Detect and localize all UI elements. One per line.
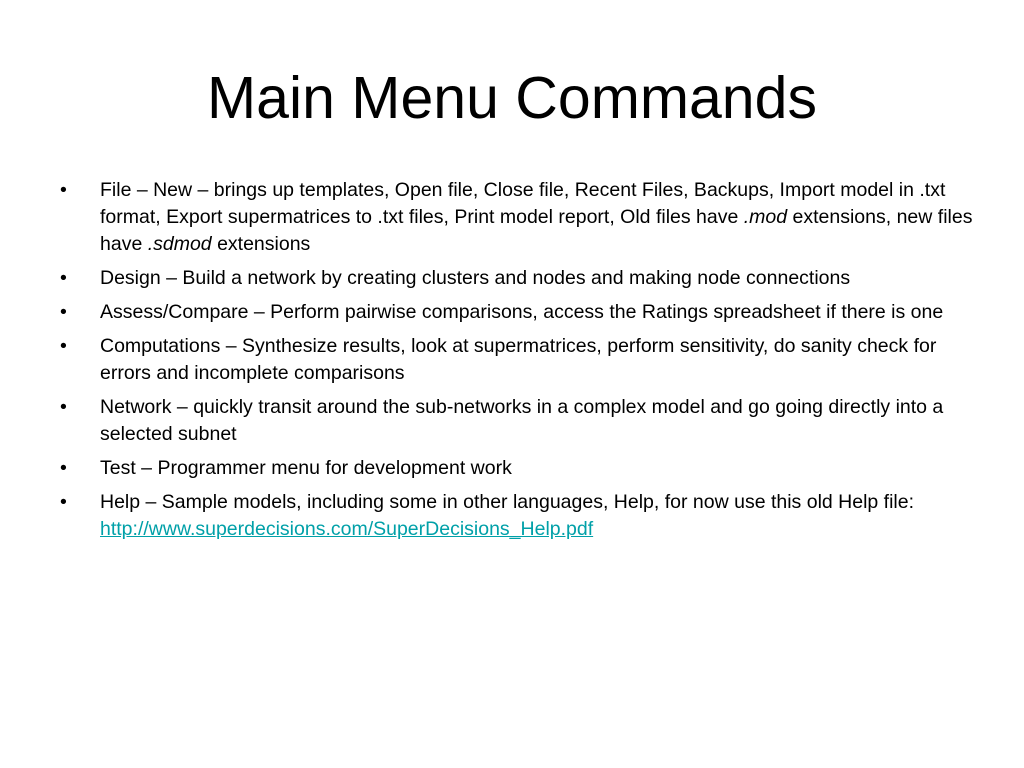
bullet-item xyxy=(60,394,980,448)
italic-text: .mod xyxy=(743,206,788,228)
bullet-marker: • xyxy=(60,335,67,357)
text-run: Assess/Compare – Perform pairwise comparisons, access the Ratings spreadsheet if there is one xyxy=(100,301,944,323)
bullet-item xyxy=(60,455,980,482)
bullet-item xyxy=(60,265,980,292)
slide-title: Main Menu Commands xyxy=(207,65,817,131)
text-run: Network – quickly transit around the sub-networks in a complex model and go going directly into a selected subnet xyxy=(100,396,944,445)
text-run: Help – Sample models, including some in other languages, Help, for now use this old Help file: xyxy=(100,491,915,513)
bullet-marker: • xyxy=(60,301,67,323)
bullet-text xyxy=(100,179,972,255)
bullet-marker: • xyxy=(60,457,67,479)
text-run: File – New – brings up templates, Open file, Close file, Recent Files, Backups, Import model in .txt format, Export supermatrices to .txt files, Print model report, Old files have xyxy=(100,179,946,228)
bullet-marker: • xyxy=(60,491,67,513)
bullet-list xyxy=(60,177,980,550)
bullet-item xyxy=(60,333,980,387)
bullet-text xyxy=(100,267,850,289)
bullet-text xyxy=(100,491,914,540)
bullet-item xyxy=(60,177,980,258)
text-run: Computations – Synthesize results, look at supermatrices, perform sensitivity, do sanity check for errors and incomplete comparisons xyxy=(100,335,937,384)
bullet-text xyxy=(100,457,512,479)
italic-text: .sdmod xyxy=(147,233,212,255)
text-run: Test – Programmer menu for development work xyxy=(100,457,512,479)
text-run: extensions xyxy=(211,233,311,255)
bullet-marker: • xyxy=(60,396,67,418)
bullet-marker: • xyxy=(60,179,67,201)
bullet-item xyxy=(60,299,980,326)
bullet-text xyxy=(100,396,943,445)
bullet-marker: • xyxy=(60,267,67,289)
text-run: extensions, new files have xyxy=(100,206,973,255)
bullet-text xyxy=(100,335,936,384)
bullet-item xyxy=(60,489,980,543)
bullet-text xyxy=(100,301,943,323)
help-file-link[interactable]: http://www.superdecisions.com/SuperDecisions_Help.pdf xyxy=(100,518,594,540)
text-run: Design – Build a network by creating clusters and nodes and making node connections xyxy=(100,267,851,289)
